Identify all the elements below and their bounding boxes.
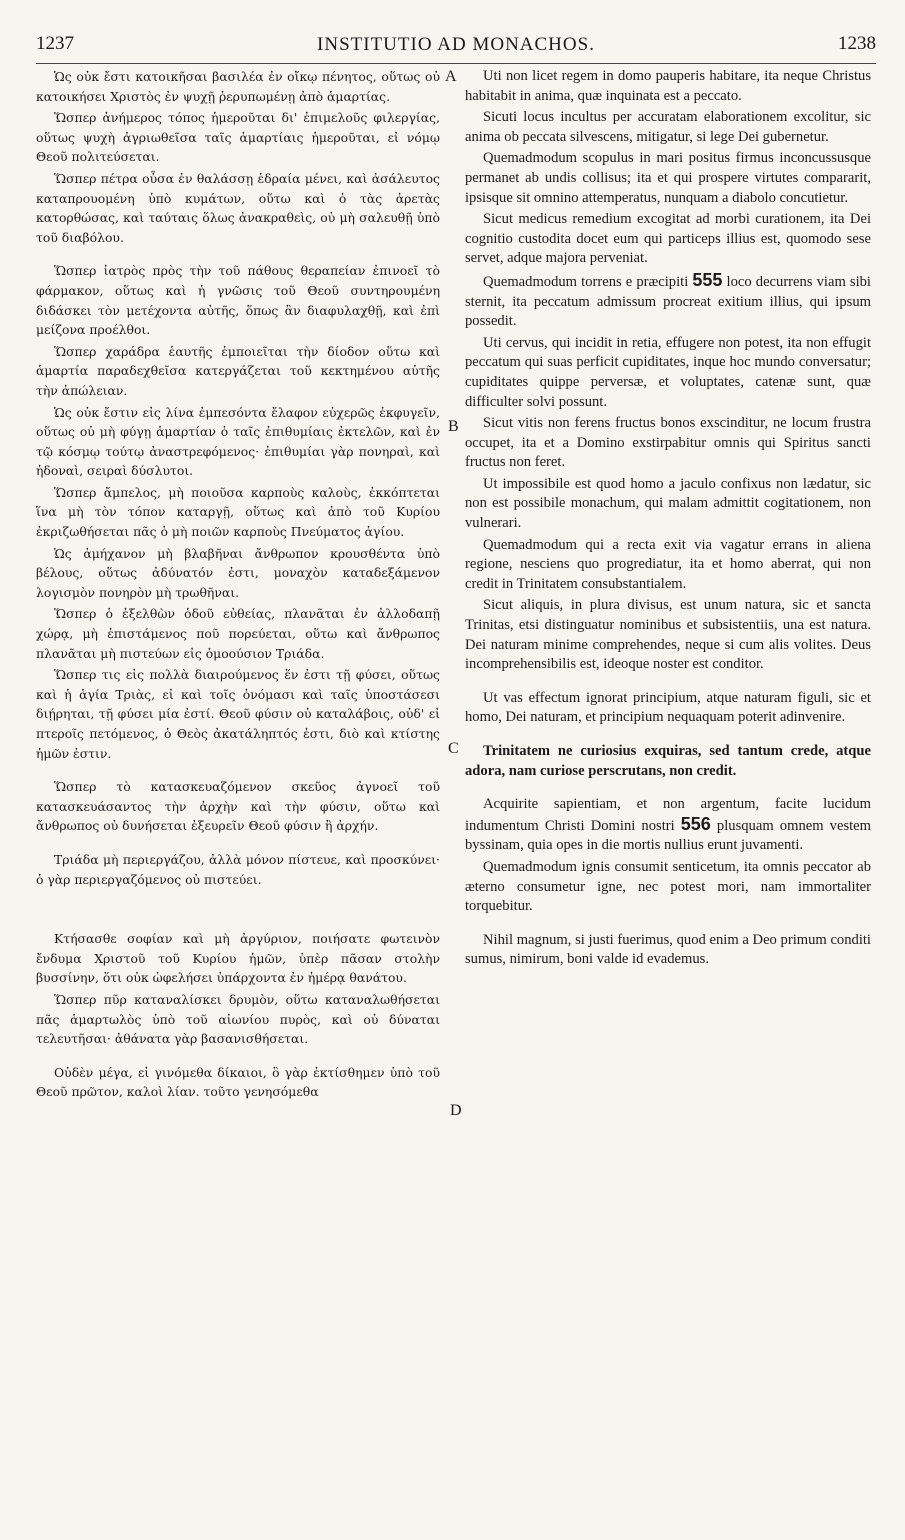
greek-paragraph: Κτήσασθε σοφίαν καὶ μὴ ἀργύριον, ποιήσατε φωτεινὸν ἔνδυμα Χριστοῦ τοῦ Κυρίου ἡμῶν, ὑπὲρ πᾶσαν στολὴν βυσσίνην, ὅτι οὐκ ὠφελήσει ὑπάρχοντα ἐν ἡμέρᾳ θανάτου. bbox=[36, 931, 440, 986]
right-page-number: 1238 bbox=[838, 33, 876, 54]
latin-paragraph: Sicut vitis non ferens fructus bonos exscinditur, ne locum frustra occupet, ita et a Domino exstirpabitur omnis qui Spiritus sancti fructus non feret. bbox=[465, 415, 871, 471]
latin-paragraph: Ut vas effectum ignorat principium, atque naturam figuli, sic et homo, Dei naturam, et principium nequaquam poterit adinvenire. bbox=[465, 689, 871, 726]
running-title: INSTITUTIO AD MONACHOS. bbox=[317, 34, 595, 55]
latin-paragraph: Trinitatem ne curiosius exquiras, sed tantum crede, atque adora, nam curiose perscrutans, non credit. bbox=[465, 743, 871, 779]
latin-paragraph: Sicut aliquis, in plura divisus, est unum natura, sic et sancta Trinitas, etsi distinguatur nominibus et subsistentiis, una est natura. Dei naturam minime comprehendes, neque si cum alis volites. Deus incomprehensibilis est, ideoque noster est conditor. bbox=[465, 597, 871, 673]
latin-column bbox=[465, 67, 871, 972]
greek-paragraph: Ὡς ἀμήχανον μὴ βλαβῆναι ἄνθρωπον κρουσθέντα ὑπὸ βέλους, οὕτως ἀδύνατόν ἐστι, μοναχὸν καταδεξάμενον λογισμὸν πονηρὸν μὴ τρωθῆναι. bbox=[36, 545, 440, 600]
latin-paragraph: Uti cervus, qui incidit in retia, effugere non potest, ita non effugit peccatum qui suas perficit cupiditates, inque hoc mundo conversatur; cupiditates quippe perversæ, et voluptates, catenæ sunt, quæ difficulter solvi possunt. bbox=[465, 334, 871, 410]
greek-paragraph: Ὥσπερ πῦρ καταναλίσκει δρυμὸν, οὕτω καταναλωθήσεται πᾶς ἁμαρτωλὸς ὑπὸ τοῦ αἰωνίου πυρὸς, καὶ οὐ δύναται τελευτῆσαι· ἀθάνατα γὰρ βασανισθήσεται. bbox=[36, 991, 440, 1047]
greek-paragraph: Ὥσπερ τις εἰς πολλὰ διαιρούμενος ἕν ἐστι τῇ φύσει, οὕτως καὶ ἡ ἁγία Τριὰς, εἰ καὶ τοῖς ὀνόμασι καὶ ταῖς ὑποστάσεσι διῄρηται, τῇ φύσει μία ἐστί. Θεοῦ φύσιν οὐ καταλάβοις, οὐδ' εἰ πτεροῖς πετόμενος, ὁ Θεὸς ἀκατάληπτός ἐστι, διὸ καὶ κτίστης ἡμῶν ἐστιν. bbox=[36, 667, 440, 761]
latin-paragraph: Uti non licet regem in domo pauperis habitare, ita neque Christus habitabit in anima, quæ inquinata est a peccato. bbox=[465, 68, 871, 104]
latin-paragraph: Ut impossibile est quod homo a jaculo confixus non lædatur, sic non est possibile monachum, qui malam admittit cogitationem, non vulnerari. bbox=[465, 475, 871, 532]
greek-paragraph: Ὥσπερ τὸ κατασκευαζόμενον σκεῦος ἀγνοεῖ τοῦ κατασκευάσαντος τὴν ἀρχὴν καὶ τὴν φύσιν, οὕτω καὶ ἄνθρωπος οὐ δυνήσεται ἐξευρεῖν Θεοῦ φύσιν ἢ ἀρχήν. bbox=[36, 779, 440, 834]
latin-paragraph: Quemadmodum qui a recta exit via vagatur errans in aliena regione, nesciens quo progrediatur, ita et homo aberrat, qui non credit in Trinitatem consubstantialem. bbox=[465, 536, 871, 592]
latin-paragraph: Quemadmodum torrens e præcipiti 555 loco decurrens viam sibi sternit, ita peccatum admissum procreat exitium illius, qui ipsum possedit. bbox=[465, 269, 871, 330]
latin-paragraph: Quemadmodum ignis consumit senticetum, ita omnis peccator ab æterno consumetur igne, nec potest mori, nam immortaliter torquebitur. bbox=[465, 858, 871, 915]
margin-letter: D bbox=[450, 1102, 462, 1119]
greek-paragraph: Ὥσπερ ἄμπελος, μὴ ποιοῦσα καρποὺς καλοὺς, ἐκκόπτεται ἵνα μὴ τὸν τόπον καταργῇ, οὕτως καὶ ἀπὸ τοῦ Κυρίου ἐκριζωθήσεται πᾶς ὁ μὴ ποιῶν καρποὺς Πνεύματος ἁγίου. bbox=[36, 484, 440, 540]
latin-paragraph: Sicuti locus incultus per accuratam elaborationem excolitur, sic anima ob peccata silvescens, mitigatur, si lege Dei gubernetur. bbox=[465, 109, 871, 145]
latin-paragraph: Quemadmodum scopulus in mari positus firmus inconcussusque permanet ab undis collisus; ita et qui prospere virtutes compararit, ipsisque sit omnino attemperatus, nunquam a diabolo concutietur. bbox=[465, 150, 871, 206]
greek-paragraph: Ὥσπερ ἰατρὸς πρὸς τὴν τοῦ πάθους θεραπείαν ἐπινοεῖ τὸ φάρμακον, οὕτως καὶ ἡ γνῶσις τοῦ Θεοῦ συντηρουμένη διδάσκει τὸν μετέχοντα αὐτῆς, ὅπως ἂν διαφυλαχθῇ, καὶ ἐπὶ μείζονα προέλθοι. bbox=[36, 263, 440, 338]
greek-column bbox=[36, 67, 440, 1104]
greek-paragraph: Τριάδα μὴ περιεργάζου, ἀλλὰ μόνον πίστευε, καὶ προσκύνει· ὁ γὰρ περιεργαζόμενος οὐ πιστεύει. bbox=[36, 851, 440, 887]
greek-paragraph: Ὥσπερ χαράδρα ἑαυτῆς ἐμποιεῖται τὴν δίοδον οὕτω καὶ ἁμαρτία παραδεχθεῖσα κατεργάζεται τοῦ κεκτημένου αὐτῆς τὴν ἀπώλειαν. bbox=[36, 343, 440, 398]
margin-letter: B bbox=[448, 418, 459, 435]
greek-paragraph: Ὥσπερ ὁ ἐξελθὼν ὁδοῦ εὐθείας, πλανᾶται ἐν ἀλλοδαπῇ χώρᾳ, μὴ ἐπιστάμενος ποῦ πορεύεται, οὕτω καὶ ἄνθρωπος πλανᾶται μὴ πιστεύων εἰς ὁμοούσιον Τριάδα. bbox=[36, 606, 440, 661]
latin-paragraph: Nihil magnum, si justi fuerimus, quod enim a Deo primum conditi sumus, nimirum, boni valde id evademus. bbox=[465, 931, 871, 968]
greek-paragraph: Ὥσπερ ἀνήμερος τόπος ἡμεροῦται δι' ἐπιμελοῦς φιλεργίας, οὕτως ψυχὴ ἀγριωθεῖσα ταῖς ἁμαρτίαις ἡμεροῦται, εἰ νόμῳ Θεοῦ πολιτεύσεται. bbox=[36, 110, 440, 165]
margin-letter: C bbox=[448, 740, 459, 757]
greek-paragraph: Οὐδὲν μέγα, εἰ γινόμεθα δίκαιοι, ὃ γὰρ ἐκτίσθημεν ὑπὸ τοῦ Θεοῦ πρῶτον, καλοὶ λίαν. τοῦτο γενησόμεθα bbox=[36, 1064, 440, 1100]
greek-paragraph: Ὡς οὐκ ἔστι κατοικῆσαι βασιλέα ἐν οἴκῳ πένητος, οὕτως οὐ κατοικήσει Χριστὸς ἐν ψυχῇ ῥερυπωμένῃ ἀπὸ ἁμαρτίας. bbox=[36, 69, 440, 104]
greek-paragraph: Ὥσπερ πέτρα οὖσα ἐν θαλάσσῃ ἑδραία μένει, καὶ ἀσάλευτος καταπρουομένη ὑπὸ κυμάτων, οὕτω καὶ ὁ τὰς ἀρετὰς κατορθώσας, καὶ ταύταις ὅλως ἀνακραθεὶς, οὐ μὴ σαλευθῇ ὑπὸ τοῦ διαβόλου. bbox=[36, 170, 440, 245]
column-number: 555 bbox=[692, 269, 723, 290]
latin-paragraph: Sicut medicus remedium excogitat ad morbi curationem, ita Dei cognitio custodita docet eum qui particeps illius est, quomodo sese servet, adque majora perveniat. bbox=[465, 211, 871, 267]
column-number: 556 bbox=[680, 813, 711, 834]
latin-paragraph: Acquirite sapientiam, et non argentum, facite lucidum indumentum Christi Domini nostri 556 plusquam omnem vestem byssinam, quia opes in die mortis nullius erunt juvamenti. bbox=[465, 796, 872, 854]
page-header bbox=[36, 33, 876, 64]
greek-paragraph: Ὡς οὐκ ἔστιν εἰς λίνα ἐμπεσόντα ἔλαφον εὐχερῶς ἐκφυγεῖν, οὕτως οὐ μὴ φύγῃ ἁμαρτίαν ὁ ταῖς ἐπιθυμίαις ἐκτελῶν, καὶ ἐν τῷ κόσμῳ τούτῳ ἀναστρεφόμενος· ἐπιθυμίαι γὰρ πονηραὶ, καὶ ἡδοναὶ, σειραὶ δύσλυτοι. bbox=[36, 404, 440, 479]
left-page-number: 1237 bbox=[36, 33, 74, 54]
margin-letter: A bbox=[445, 68, 457, 85]
